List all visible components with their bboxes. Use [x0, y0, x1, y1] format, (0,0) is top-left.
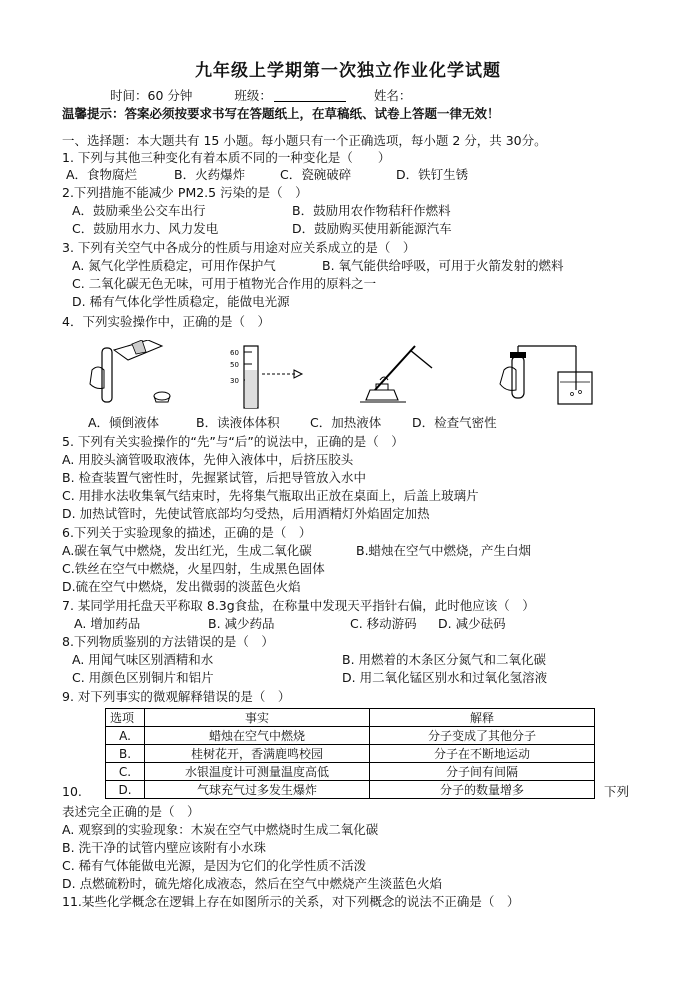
header-explanation: 解释 — [370, 709, 595, 727]
class-label: 班级： — [234, 88, 272, 103]
row-explanation: 分子间有间隔 — [370, 763, 595, 781]
exam-title: 九年级上学期第一次独立作业化学试题 — [195, 61, 501, 81]
q10-stem: 表述完全正确的是（ ） — [62, 804, 200, 819]
q7-option-b[interactable]: B. 减少药品 — [208, 616, 275, 631]
reading-cylinder-image[interactable] — [230, 346, 302, 408]
q9-table — [105, 708, 595, 799]
q2-option-a[interactable]: A．鼓励乘坐公交车出行 — [72, 203, 206, 218]
row-option: C. — [106, 763, 145, 781]
q1-option-c[interactable]: C．瓷碗破碎 — [280, 167, 352, 182]
q6-option-a[interactable]: A.碳在氧气中燃烧，发出红光，生成二氧化碳 — [62, 543, 312, 558]
table-header-row — [106, 709, 595, 727]
q9-stem: 9. 对下列事实的微观解释错误的是（ ） — [62, 689, 291, 704]
section-heading: 一、选择题：本大题共有 15 小题。每小题只有一个正确选项，每小题 2 分，共 30分。 — [62, 133, 547, 148]
row-explanation: 分子变成了其他分子 — [370, 727, 595, 745]
q8-option-b[interactable]: B. 用燃着的木条区分氮气和二氧化碳 — [342, 652, 547, 667]
q4-stem: 4．下列实验操作中，正确的是（ ） — [62, 314, 270, 329]
q5-option-d[interactable]: D. 加热试管时，先使试管底部均匀受热，后用酒精灯外焰固定加热 — [62, 506, 430, 521]
q10-option-a[interactable]: A. 观察到的实验现象：木炭在空气中燃烧时生成二氧化碳 — [62, 822, 379, 837]
q8-stem: 8.下列物质鉴别的方法错误的是（ ） — [62, 634, 274, 649]
notice-text: 温馨提示：答案必须按要求书写在答题纸上，在草稿纸、试卷上答题一律无效！ — [62, 106, 500, 121]
q10-option-b[interactable]: B. 洗干净的试管内壁应该附有小水珠 — [62, 840, 267, 855]
table-row[interactable] — [106, 781, 595, 799]
table-row[interactable] — [106, 763, 595, 781]
q2-option-d[interactable]: D．鼓励购买使用新能源汽车 — [292, 221, 452, 236]
class-blank[interactable] — [274, 101, 346, 102]
row-explanation: 分子在不断地运动 — [370, 745, 595, 763]
cylinder-tick-30: 30 — [230, 377, 239, 385]
row-option: D. — [106, 781, 145, 799]
time-label: 时间：60 分钟 — [110, 88, 193, 103]
q8-option-a[interactable]: A. 用闻气味区别酒精和水 — [72, 652, 214, 667]
q3-option-d[interactable]: D. 稀有气体化学性质稳定，能做电光源 — [72, 294, 290, 309]
q3-option-c[interactable]: C. 二氧化碳无色无味，可用于植物光合作用的原料之一 — [72, 276, 377, 291]
q1-option-d[interactable]: D．铁钉生锈 — [396, 167, 469, 182]
q7-option-c[interactable]: C. 移动游码 — [350, 616, 417, 631]
q3-option-b[interactable]: B. 氧气能供给呼吸，可用于火箭发射的燃料 — [322, 258, 564, 273]
q6-option-d[interactable]: D.硫在空气中燃烧，发出微弱的淡蓝色火焰 — [62, 579, 301, 594]
row-fact: 桂树花开，香满鹿鸣校园 — [145, 745, 370, 763]
q1-option-b[interactable]: B．火药爆炸 — [174, 167, 246, 182]
row-fact: 气球充气过多发生爆炸 — [145, 781, 370, 799]
cylinder-tick-60: 60 — [230, 349, 239, 357]
q10-option-d[interactable]: D. 点燃硫粉时，硫先熔化成液态，然后在空气中燃烧产生淡蓝色火焰 — [62, 876, 443, 891]
q1-option-a[interactable]: A．食物腐烂 — [66, 167, 138, 182]
airtightness-check-image[interactable] — [500, 346, 592, 404]
q11-stem: 11.某些化学概念在逻辑上存在如图所示的关系，对下列概念的说法不正确是（ ） — [62, 894, 520, 909]
table-row[interactable] — [106, 727, 595, 745]
q8-option-d[interactable]: D. 用二氧化锰区别水和过氧化氢溶液 — [342, 670, 548, 685]
q7-option-a[interactable]: A. 增加药品 — [74, 616, 141, 631]
header-fact: 事实 — [145, 709, 370, 727]
q2-stem: 2.下列措施不能减少 PM2.5 污染的是（ ） — [62, 185, 308, 200]
row-option: A. — [106, 727, 145, 745]
q4-option-c[interactable]: C．加热液体 — [310, 415, 382, 430]
q10-number: 10. — [62, 784, 82, 799]
cylinder-tick-50: 50 — [230, 361, 239, 369]
q4-experiment-images — [70, 340, 630, 415]
q4-option-b[interactable]: B．读液体体积 — [196, 415, 280, 430]
q5-option-a[interactable]: A. 用胶头滴管吸取液体，先伸入液体中，后挤压胶头 — [62, 452, 354, 467]
heating-liquid-image[interactable] — [360, 346, 432, 402]
row-option: B. — [106, 745, 145, 763]
q7-option-d[interactable]: D. 减少砝码 — [438, 616, 506, 631]
q3-stem: 3. 下列有关空气中各成分的性质与用途对应关系成立的是（ ） — [62, 240, 416, 255]
q7-stem: 7. 某同学用托盘天平称取 8.3g食盐，在称量中发现天平指针右偏，此时他应该（ ） — [62, 598, 535, 613]
q10-option-c[interactable]: C. 稀有气体能做电光源，是因为它们的化学性质不活泼 — [62, 858, 367, 873]
pouring-liquid-image[interactable] — [90, 340, 170, 402]
q6-option-b[interactable]: B.蜡烛在空气中燃烧，产生白烟 — [356, 543, 532, 558]
q4-option-d[interactable]: D．检查气密性 — [412, 415, 497, 430]
q5-option-b[interactable]: B. 检查装置气密性时，先握紧试管，后把导管放入水中 — [62, 470, 367, 485]
q6-option-c[interactable]: C.铁丝在空气中燃烧，火星四射，生成黑色固体 — [62, 561, 325, 576]
row-fact: 蜡烛在空气中燃烧 — [145, 727, 370, 745]
q6-stem: 6.下列关于实验现象的描述，正确的是（ ） — [62, 525, 312, 540]
info-line — [110, 86, 411, 104]
q5-stem: 5. 下列有关实验操作的“先”与“后”的说法中，正确的是（ ） — [62, 434, 404, 449]
q1-stem: 1. 下列与其他三种变化有着本质不同的一种变化是（ ） — [62, 150, 391, 165]
q2-option-c[interactable]: C．鼓励用水力、风力发电 — [72, 221, 219, 236]
q8-option-c[interactable]: C. 用颜色区别铜片和铝片 — [72, 670, 214, 685]
row-fact: 水银温度计可测量温度高低 — [145, 763, 370, 781]
q3-option-a[interactable]: A. 氮气化学性质稳定，可用作保护气 — [72, 258, 276, 273]
name-label: 姓名： — [373, 88, 412, 103]
q2-option-b[interactable]: B．鼓励用农作物秸秆作燃料 — [292, 203, 451, 218]
table-row[interactable] — [106, 745, 595, 763]
q5-option-c[interactable]: C. 用排水法收集氧气结束时，先将集气瓶取出正放在桌面上，后盖上玻璃片 — [62, 488, 479, 503]
row-explanation: 分子的数量增多 — [370, 781, 595, 799]
q10-stem-tail: 下列 — [604, 784, 630, 799]
header-option: 选项 — [106, 709, 145, 727]
q4-option-a[interactable]: A．倾倒液体 — [88, 415, 160, 430]
